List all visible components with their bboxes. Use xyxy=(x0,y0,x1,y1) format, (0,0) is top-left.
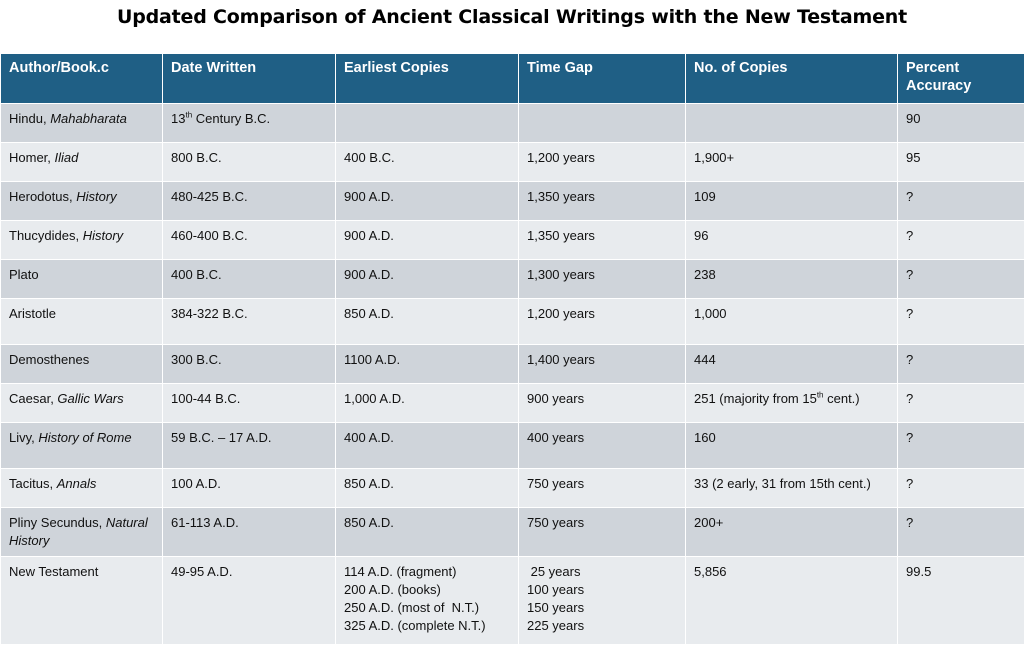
cell-time-gap xyxy=(519,104,686,143)
cell-date-written: 384-322 B.C. xyxy=(163,299,336,345)
cell-author: Livy, History of Rome xyxy=(1,423,163,469)
copy-entry: 325 A.D. (complete N.T.) xyxy=(344,617,510,635)
cell-time-gap xyxy=(519,557,686,645)
cell-earliest-copies: 1100 A.D. xyxy=(336,345,519,384)
cell-author: Hindu, Mahabharata xyxy=(1,104,163,143)
cell-date-written: 13th Century B.C. xyxy=(163,104,336,143)
table-row xyxy=(1,260,1024,299)
cell-author: Tacitus, Annals xyxy=(1,469,163,508)
cell-percent-accuracy: 90 xyxy=(898,104,1024,143)
gap-entry: 100 years xyxy=(527,581,677,599)
cell-date-written: 400 B.C. xyxy=(163,260,336,299)
header-earliest-copies: Earliest Copies xyxy=(336,54,519,104)
cell-earliest-copies: 900 A.D. xyxy=(336,221,519,260)
cell-date-written: 460-400 B.C. xyxy=(163,221,336,260)
table-row xyxy=(1,299,1024,345)
cell-date-written: 59 B.C. – 17 A.D. xyxy=(163,423,336,469)
cell-time-gap: 1,300 years xyxy=(519,260,686,299)
cell-number-of-copies: 33 (2 early, 31 from 15th cent.) xyxy=(686,469,898,508)
table-row xyxy=(1,221,1024,260)
cell-number-of-copies: 251 (majority from 15th cent.) xyxy=(686,384,898,423)
cell-number-of-copies: 5,856 xyxy=(686,557,898,645)
cell-number-of-copies: 109 xyxy=(686,182,898,221)
cell-percent-accuracy: ? xyxy=(898,508,1024,557)
cell-date-written: 100-44 B.C. xyxy=(163,384,336,423)
cell-earliest-copies: 400 A.D. xyxy=(336,423,519,469)
cell-date-written: 800 B.C. xyxy=(163,143,336,182)
cell-time-gap: 1,200 years xyxy=(519,299,686,345)
cell-time-gap: 1,350 years xyxy=(519,221,686,260)
cell-number-of-copies: 1,000 xyxy=(686,299,898,345)
cell-number-of-copies: 96 xyxy=(686,221,898,260)
cell-earliest-copies: 1,000 A.D. xyxy=(336,384,519,423)
cell-author: Herodotus, History xyxy=(1,182,163,221)
gap-entry: 225 years xyxy=(527,617,677,635)
cell-time-gap: 900 years xyxy=(519,384,686,423)
cell-author: Aristotle xyxy=(1,299,163,345)
cell-percent-accuracy: 95 xyxy=(898,143,1024,182)
table-header-row xyxy=(1,54,1024,104)
cell-date-written: 300 B.C. xyxy=(163,345,336,384)
page-title: Updated Comparison of Ancient Classical Writings with the New Testament xyxy=(0,6,1024,28)
cell-time-gap: 1,200 years xyxy=(519,143,686,182)
table-row xyxy=(1,143,1024,182)
cell-percent-accuracy: ? xyxy=(898,423,1024,469)
cell-percent-accuracy: ? xyxy=(898,182,1024,221)
table-row xyxy=(1,469,1024,508)
cell-author: Homer, Iliad xyxy=(1,143,163,182)
cell-earliest-copies: 850 A.D. xyxy=(336,508,519,557)
cell-number-of-copies xyxy=(686,104,898,143)
cell-author: Demosthenes xyxy=(1,345,163,384)
cell-number-of-copies: 444 xyxy=(686,345,898,384)
comparison-table xyxy=(0,53,1024,645)
table-row xyxy=(1,423,1024,469)
cell-author: New Testament xyxy=(1,557,163,645)
cell-percent-accuracy: ? xyxy=(898,299,1024,345)
table-row xyxy=(1,345,1024,384)
cell-number-of-copies: 238 xyxy=(686,260,898,299)
table-row xyxy=(1,384,1024,423)
cell-number-of-copies: 200+ xyxy=(686,508,898,557)
cell-time-gap: 750 years xyxy=(519,469,686,508)
cell-author: Pliny Secundus, Natural History xyxy=(1,508,163,557)
table-row xyxy=(1,557,1024,645)
cell-earliest-copies: 900 A.D. xyxy=(336,182,519,221)
cell-number-of-copies: 160 xyxy=(686,423,898,469)
cell-date-written: 49-95 A.D. xyxy=(163,557,336,645)
cell-percent-accuracy: ? xyxy=(898,221,1024,260)
cell-percent-accuracy: ? xyxy=(898,345,1024,384)
cell-percent-accuracy: ? xyxy=(898,384,1024,423)
cell-date-written: 480-425 B.C. xyxy=(163,182,336,221)
table-row xyxy=(1,182,1024,221)
header-number-of-copies: No. of Copies xyxy=(686,54,898,104)
cell-percent-accuracy: ? xyxy=(898,260,1024,299)
cell-earliest-copies: 850 A.D. xyxy=(336,469,519,508)
cell-date-written: 100 A.D. xyxy=(163,469,336,508)
cell-time-gap: 1,350 years xyxy=(519,182,686,221)
cell-time-gap: 400 years xyxy=(519,423,686,469)
header-date-written: Date Written xyxy=(163,54,336,104)
cell-time-gap: 1,400 years xyxy=(519,345,686,384)
gap-entry: 150 years xyxy=(527,599,677,617)
copy-entry: 114 A.D. (fragment) xyxy=(344,563,510,581)
cell-author: Thucydides, History xyxy=(1,221,163,260)
cell-percent-accuracy: ? xyxy=(898,469,1024,508)
cell-percent-accuracy: 99.5 xyxy=(898,557,1024,645)
cell-earliest-copies: 900 A.D. xyxy=(336,260,519,299)
copy-entry: 250 A.D. (most of N.T.) xyxy=(344,599,510,617)
cell-time-gap: 750 years xyxy=(519,508,686,557)
table-row xyxy=(1,508,1024,557)
cell-number-of-copies: 1,900+ xyxy=(686,143,898,182)
cell-author: Caesar, Gallic Wars xyxy=(1,384,163,423)
cell-author: Plato xyxy=(1,260,163,299)
cell-date-written: 61-113 A.D. xyxy=(163,508,336,557)
cell-earliest-copies xyxy=(336,104,519,143)
copy-entry: 200 A.D. (books) xyxy=(344,581,510,599)
cell-earliest-copies: 850 A.D. xyxy=(336,299,519,345)
cell-earliest-copies: 400 B.C. xyxy=(336,143,519,182)
header-time-gap: Time Gap xyxy=(519,54,686,104)
header-percent-accuracy: Percent Accuracy xyxy=(898,54,1024,104)
gap-entry: 25 years xyxy=(527,563,677,581)
header-author: Author/Book.c xyxy=(1,54,163,104)
cell-earliest-copies xyxy=(336,557,519,645)
table-row xyxy=(1,104,1024,143)
